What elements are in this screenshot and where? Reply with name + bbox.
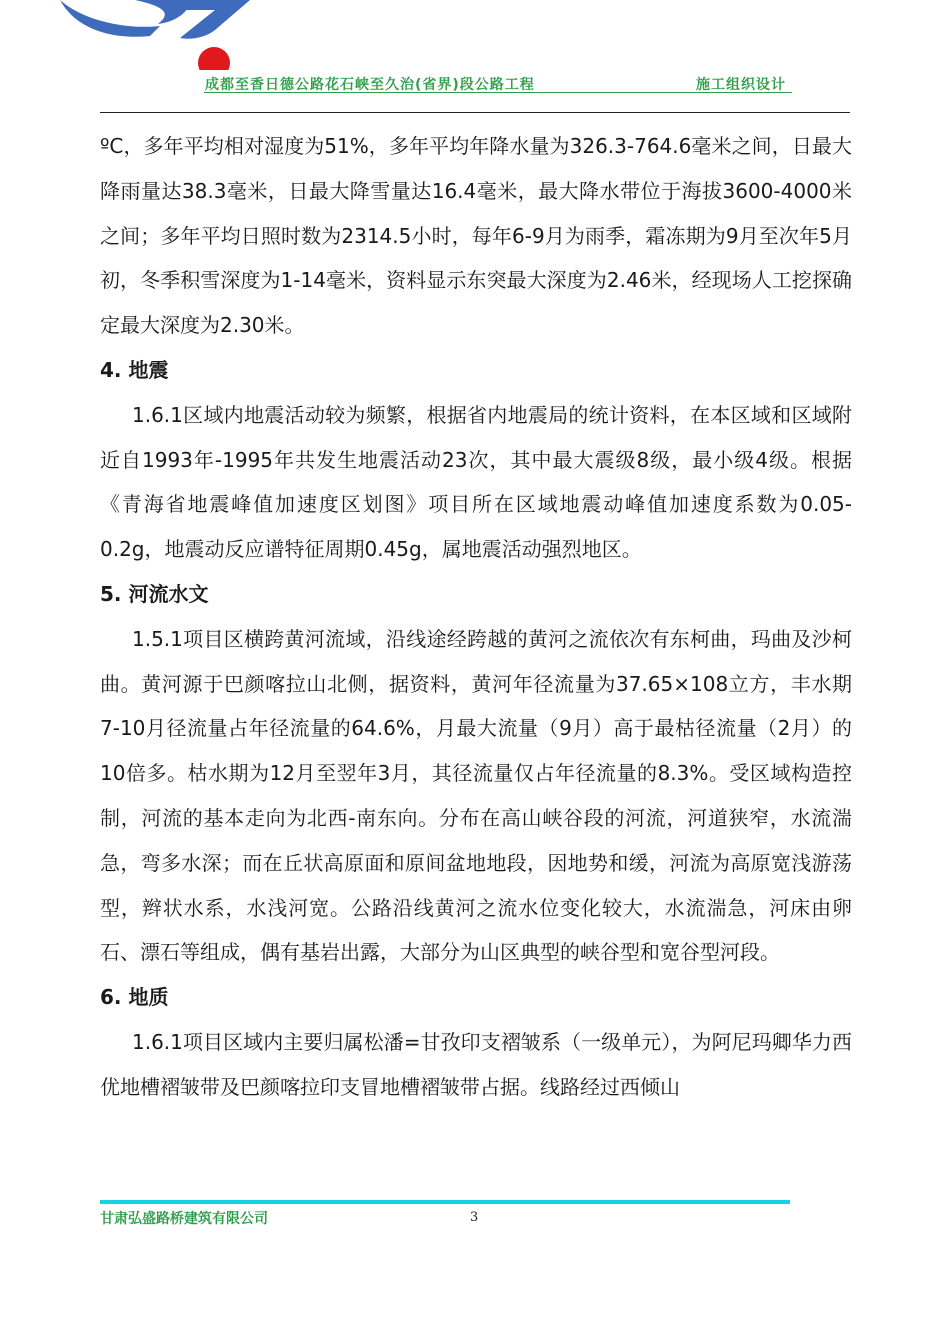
paragraph-geology: 1.6.1项目区域内主要归属松潘=甘孜印支褶皱系（一级单元），为阿尼玛卿华力西优地槽褶皱带及巴颜喀拉印支冒地槽褶皱带占据。线路经过西倾山	[100, 1029, 852, 1099]
document-body	[100, 124, 852, 1110]
section-heading-hydrology: 5. 河流水文	[100, 581, 209, 606]
page-number: 3	[470, 1210, 479, 1225]
footer-company: 甘肃弘盛路桥建筑有限公司	[100, 1211, 268, 1227]
paragraph-climate-continued: ºC，多年平均相对湿度为51%，多年平均年降水量为326.3-764.6毫米之间，日最大降雨量达38.3毫米，日最大降雪量达16.4毫米，最大降水带位于海拔3600-4000米之间；多年平均日照时数为2314.5小时，每年6-9月为雨季，霜冻期为9月至次年5月初，冬季积雪深度为1-14毫米，资料显示东突最大深度为2.46米，经现场人工挖探确定最大深度为2.30米。	[100, 134, 852, 338]
paragraph-earthquake: 1.6.1区域内地震活动较为频繁，根据省内地震局的统计资料，在本区域和区域附近自1993年-1995年共发生地震活动23次，其中最大震级8级，最小级4级。根据《青海省地震峰值加速度区划图》项目所在区域地震动峰值加速度系数为0.05-0.2g，地震动反应谱特征周期0.45g，属地震活动强烈地区。	[100, 402, 852, 562]
header-doc-type: 施工组织设计	[696, 77, 786, 93]
section-heading-earthquake: 4. 地震	[100, 357, 169, 382]
footer-divider	[100, 1200, 790, 1204]
page-header	[100, 72, 850, 113]
company-logo	[40, 0, 260, 70]
section-heading-geology: 6. 地质	[100, 985, 169, 1010]
header-project-title: 成都至香日德公路花石峡至久治(省界)段公路工程	[205, 77, 535, 93]
paragraph-hydrology: 1.5.1项目区横跨黄河流域，沿线途经跨越的黄河之流依次有东柯曲，玛曲及沙柯曲。黄河源于巴颜喀拉山北侧，据资料，黄河年径流量为37.65×108立方，丰水期7-10月径流量占年径流量的64.6%，月最大流量（9月）高于最枯径流量（2月）的10倍多。枯水期为12月至翌年3月，其径流量仅占年径流量的8.3%。受区域构造控制，河流的基本走向为北西-南东向。分布在高山峡谷段的河流，河道狭窄，水流湍急，弯多水深；而在丘状高原面和原间盆地地段，因地势和缓，河流为高原宽浅游荡型，辫状水系，水浅河宽。公路沿线黄河之流水位变化较大，水流湍急，河床由卵石、漂石等组成，偶有基岩出露，大部分为山区典型的峡谷型和宽谷型河段。	[100, 626, 852, 965]
